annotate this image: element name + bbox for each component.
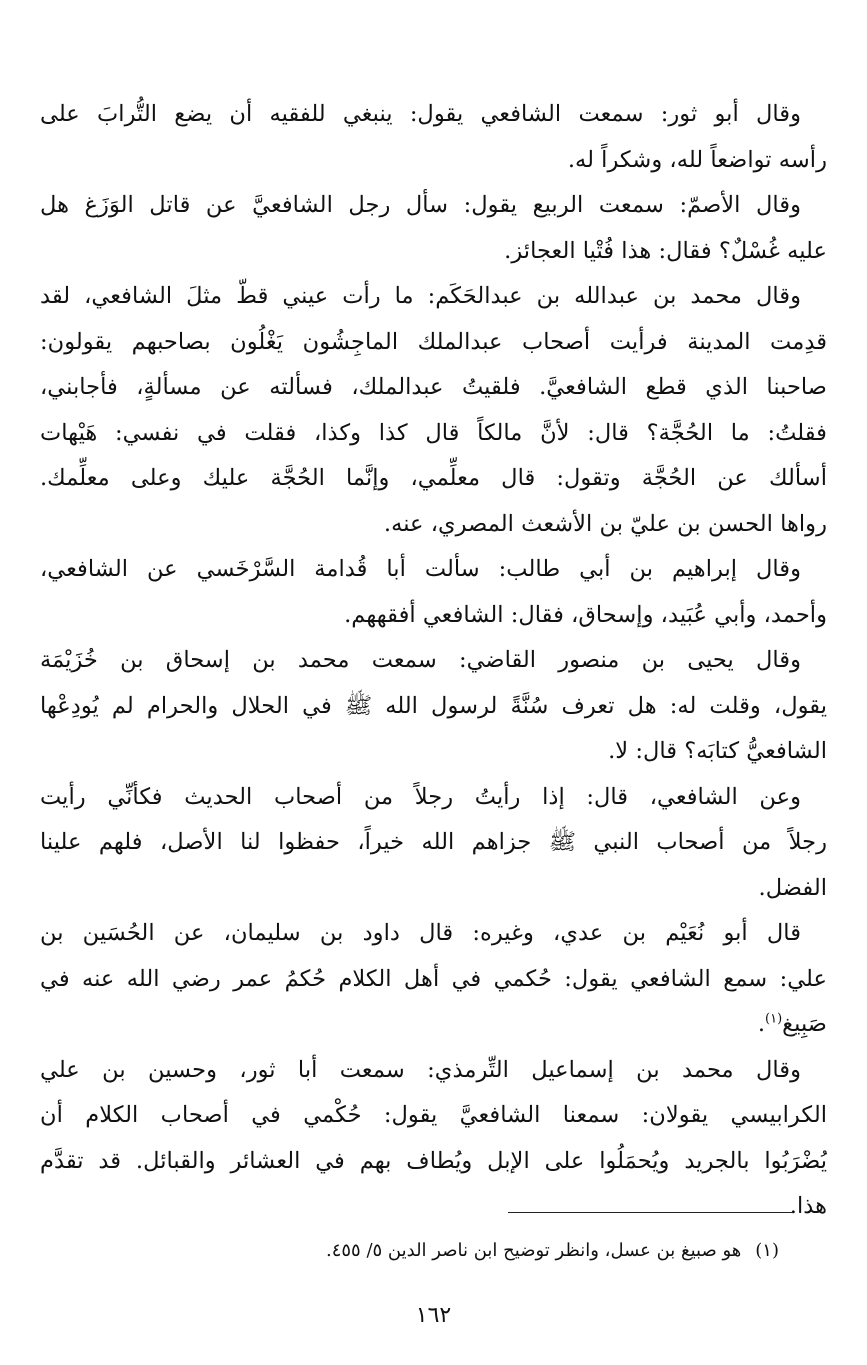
text-line: رواها الحسن بن عليّ بن الأشعث المصري، عنه. [383, 510, 827, 537]
text-line: وأحمد، وأبي عُبَيد، وإسحاق، فقال: الشافعي أفقههم. [344, 601, 827, 628]
text-line-content: صَبِيغ [782, 1011, 827, 1037]
paragraph [40, 911, 827, 1048]
text-line: الشافعيُّ كتابَه؟ قال: لا. [608, 738, 827, 764]
text-line: فقلتُ: ما الحُجَّة؟ قال: لأنَّ مالكاً قال كذا وكذا، فقلت في نفسي: هَيْهات [40, 419, 827, 446]
text-line: الكرابيسي يقولان: سمعنا الشافعيَّ يقول: حُكْمي في أصحاب الكلام أن [40, 1102, 827, 1128]
text-line: قال أبو نُعَيْم بن عدي، وغيره: قال داود بن سليمان، عن الحُسَين بن [40, 920, 801, 946]
text-line: علي: سمع الشافعي يقول: حُكمي في أهل الكلام حُكمُ عمر رضي الله عنه في [40, 965, 827, 992]
text-line: هذا. [789, 1193, 827, 1219]
text-line: وقال محمد بن إسماعيل التِّرمذي: سمعت أبا ثور، وحسين بن علي [40, 1056, 801, 1083]
text-line: وقال إبراهيم بن أبي طالب: سألت أبا قُدامة السَّرْخَسي عن الشافعي، [40, 556, 801, 582]
text-line: عليه غُسْلٌ؟ فقال: هذا فُتْيا العجائز. [504, 237, 827, 264]
text-line: وقال أبو ثور: سمعت الشافعي يقول: ينبغي للفقيه أن يضع التُّرابَ على [40, 101, 801, 127]
main-text [40, 92, 827, 1230]
text-line: رجلاً من أصحاب النبي ﷺ جزاهم الله خيراً، حفظوا لنا الأصل، فلهم علينا [40, 829, 827, 855]
footnote-mark: (١) [755, 1240, 779, 1261]
text-line: أسألك عن الحُجَّة وتقول: قال معلِّمي، وإنَّما الحُجَّة عليك وعلى معلِّمك. [40, 465, 827, 491]
text-line: صاحبنا الذي قطع الشافعيَّ. فلقيتُ عبدالملك، فسألته عن مسألةٍ، فأجابني، [40, 374, 827, 400]
text-line: الفضل. [758, 874, 827, 901]
text-line: وعن الشافعي، قال: إذا رأيتُ رجلاً من أصحاب الحديث فكأنِّي رأيت [40, 783, 801, 810]
text-line [40, 1002, 827, 1048]
footnote-divider [508, 1212, 792, 1213]
paragraph [40, 274, 827, 547]
text-line: رأسه تواضعاً لله، وشكراً له. [567, 146, 827, 173]
text-line-tail: . [757, 1011, 765, 1037]
paragraph [40, 775, 827, 912]
page-number: ١٦٢ [415, 1303, 452, 1328]
footnote-text: هو صبيغ بن عسل، وانظر توضيح ابن ناصر الدين ٥/ ٤٥٥. [325, 1240, 742, 1261]
paragraph [40, 1048, 827, 1230]
text-line: وقال محمد بن عبدالله بن عبدالحَكَم: ما رأت عيني قطّ مثلَ الشافعي، لقد [40, 283, 801, 309]
footnote [326, 1236, 779, 1266]
footnote-reference: (١) [765, 1011, 783, 1027]
paragraph [40, 183, 827, 274]
paragraph [40, 638, 827, 775]
text-line: يقول، وقلت له: هل تعرف سُنَّةً لرسول الله ﷺ في الحلال والحرام لم يُودِعْها [40, 692, 827, 719]
text-line: وقال الأصمّ: سمعت الربيع يقول: سأل رجل الشافعيَّ عن قاتل الوَزَغ هل [40, 192, 801, 218]
paragraph [40, 547, 827, 638]
text-line: قدِمت المدينة فرأيت أصحاب عبدالملك الماجِشُون يَغْلُون بصاحبهم يقولون: [40, 328, 827, 355]
text-line: وقال يحيى بن منصور القاضي: سمعت محمد بن إسحاق بن خُزَيْمَة [40, 647, 801, 673]
paragraph [40, 92, 827, 183]
text-line: يُضْرَبُوا بالجريد ويُحمَلُوا على الإبل ويُطاف بهم في العشائر والقبائل. قد تقدَّم [40, 1147, 827, 1174]
